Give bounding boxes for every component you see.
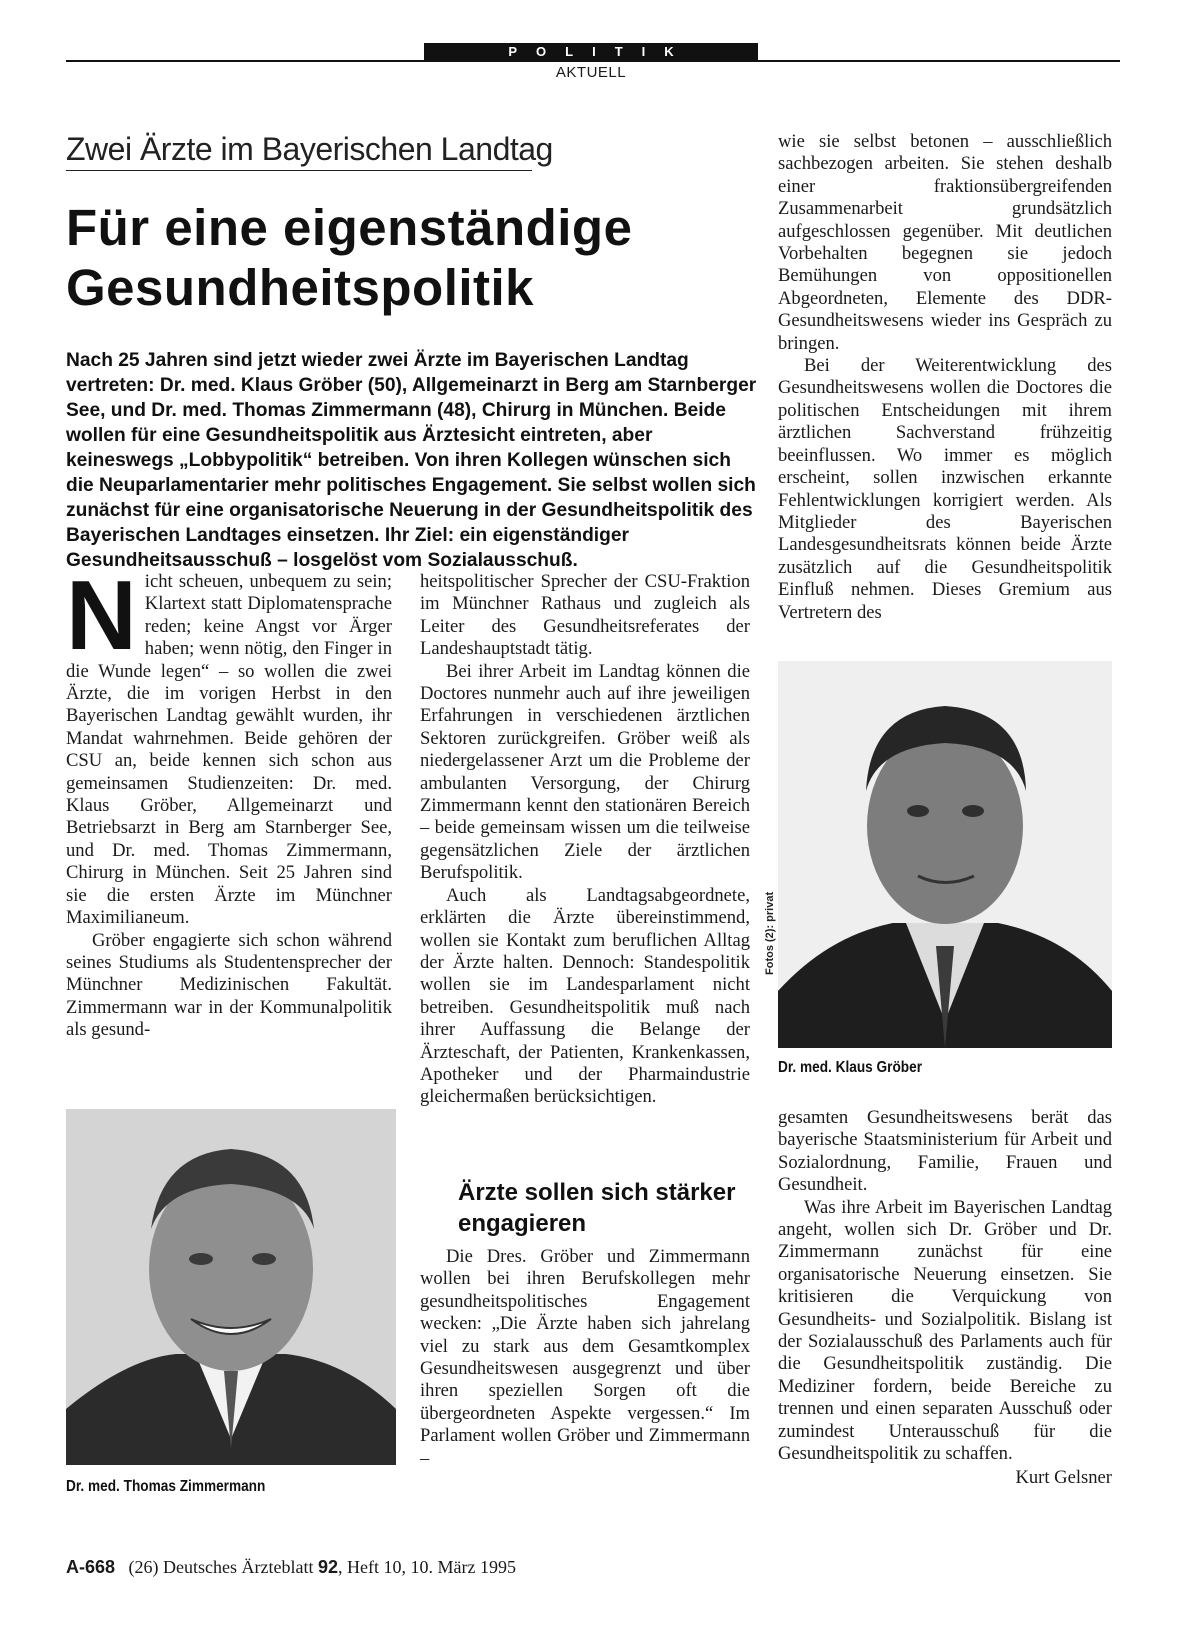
body-paragraph: Auch als Landtagsabgeordnete, erklärten die Ärzte übereinstimmend, wollen sie Kontakt zum beruflichen Alltag der Ärzte halten. Dennoch: Standespolitik wollen sie im Landesparlament nicht betreiben. Gesundheitspolitik muß nach ihrer Auffassung die Belange der Ärzteschaft, der Patienten, Krankenkassen, Apotheker und der Pharmaindustrie gleichermaßen berücksichtigen.	[420, 884, 750, 1108]
section-title: POLITIK	[508, 44, 693, 59]
body-paragraph: Die Dres. Gröber und Zimmermann wollen bei ihren Berufskollegen mehr gesundheitspolitisches Engagement wecken: „Die Ärzte haben sich jahrelang viel zu stark aus dem Gesamtkomplex Gesundheitswesen ausgegrenzt und über ihren speziellen Sorgen oft die übergeordneten Aspekte vergessen.“ Im Parlament wollen Gröber und Zimmermann –	[420, 1246, 750, 1469]
kicker-underline	[66, 170, 532, 171]
section-banner	[424, 43, 758, 60]
photo-credit: Fotos (2): privat	[764, 891, 776, 975]
article-column-3	[778, 131, 1112, 624]
volume-number: 92	[317, 1557, 338, 1577]
body-paragraph: icht scheuen, unbequem zu sein; Klartext statt Diplomatensprache reden; keine Angst vor Ärger haben; wenn nötig, den Finger in die Wunde legen“ – so wollen die zwei Ärzte, die im vorigen Herbst in den Bayerischen Landtag gewählt wurden, ihr Mandat wahrnehmen. Beide gehören der CSU an, beide kennen sich schon aus gemeinsamen Studienzeiten: Dr. med. Klaus Gröber, Allgemeinarzt und Betriebsarzt in Berg am Starnberger See, und Dr. med. Thomas Zimmermann, Chirurg in München. Seit 25 Jahren sind sie die ersten Ärzte im Münchner Maximilianeum.	[66, 571, 392, 929]
article-column-2	[420, 571, 750, 1109]
page-number: A-668	[66, 1557, 116, 1577]
article-column-2-continued	[420, 1246, 750, 1470]
author-signature: Kurt Gelsner	[1015, 1467, 1112, 1488]
portrait-image	[66, 1109, 396, 1465]
page-footer	[66, 1557, 516, 1578]
kicker: Zwei Ärzte im Bayerischen Landtag	[66, 131, 553, 167]
photo-thomas-zimmermann	[66, 1109, 396, 1465]
body-paragraph: gesamten Gesundheitswesens berät das bayerische Staatsministerium für Arbeit und Sozialordnung, Familie, Frauen und Gesundheit.	[778, 1107, 1112, 1196]
body-paragraph: Was ihre Arbeit im Bayerischen Landtag angeht, wollen sich Dr. Gröber und Dr. Zimmermann zunächst für eine organisatorische Neuerung einsetzen. Sie kritisieren die Verquickung von Gesundheits- und Sozialpolitik. Bislang ist der Sozialausschuß des Parlaments auch für die Gesundheitspolitik zuständig. Die Mediziner fordern, beide Bereiche zu trennen und einen separaten Ausschuß oder zumindest Unterausschuß für die Gesundheitspolitik zu schaffen.	[778, 1196, 1112, 1465]
header-rule	[66, 60, 1120, 62]
lead-paragraph: Nach 25 Jahren sind jetzt wieder zwei Ärzte im Bayerischen Landtag vertreten: Dr. med. Klaus Gröber (50), Allgemeinarzt in Berg am Starnberger See, und Dr. med. Thomas Zimmermann (48), Chirurg in München. Beide wollen für eine Gesundheitspolitik aus Ärztesicht eintreten, aber keineswegs „Lobbypolitik“ betreiben. Von ihren Kollegen wünschen sich die Neuparlamentarier mehr politisches Engagement. Sie selbst wollen sich zunächst für eine organisatorische Neuerung in der Gesundheitspolitik des Bayerischen Landtages einsetzen. Ihr Ziel: ein eigenständiger Gesundheitsausschuß – losgelöst vom Sozialausschuß.	[66, 350, 757, 571]
citation-prefix: (26) Deutsches Ärzteblatt	[128, 1557, 314, 1577]
drop-cap: N	[66, 560, 137, 670]
portrait-image	[778, 661, 1112, 1048]
photo-klaus-groeber	[778, 661, 1112, 1048]
body-paragraph: Bei ihrer Arbeit im Landtag können die Doctores nunmehr auch auf ihre jeweiligen Erfahrungen in verschiedenen ärztlichen Sektoren zurückgreifen. Gröber weiß als niedergelassener Arzt um die Probleme der ambulanten Versorgung, der Chirurg Zimmermann kennt den stationären Bereich – beide gemeinsam wissen um die teilweise gegensätzlichen Ziele der ärztlichen Berufspolitik.	[420, 660, 750, 884]
subsection-label: AKTUELL	[555, 64, 627, 81]
photo-caption: Dr. med. Klaus Gröber	[778, 1059, 923, 1076]
body-paragraph: wie sie selbst betonen – ausschließlich sachbezogen arbeiten. Sie stehen deshalb einer fraktionsübergreifenden Zusammenarbeit grundsätzlich aufgeschlossen gegenüber. Mit deutlichen Vorbehalten begegnen sie jedoch Bemühungen von oppositionellen Abgeordneten, Elemente des DDR-Gesundheitswesens wieder ins Gespräch zu bringen.	[778, 131, 1112, 354]
headline: Für eine eigenständige Gesundheitspolitik	[66, 199, 633, 316]
citation-suffix: , Heft 10, 10. März 1995	[338, 1557, 516, 1577]
body-paragraph: Gröber engagierte sich schon während seines Studiums als Studentensprecher der Münchner Medizinischen Fakultät. Zimmermann war in der Kommunalpolitik als gesund-	[66, 929, 392, 1041]
body-paragraph: heitspolitischer Sprecher der CSU-Fraktion im Münchner Rathaus und zugleich als Leiter des Gesundheitsreferates der Landeshauptstadt tätig.	[420, 571, 750, 660]
article-column-3-continued	[778, 1107, 1112, 1466]
subheading: Ärzte sollen sich stärker engagieren	[458, 1179, 736, 1237]
body-paragraph: Bei der Weiterentwicklung des Gesundheitswesens wollen die Doctores die politischen Entscheidungen mit ihrem ärztlichen Sachverstand frühzeitig beeinflussen. Wo immer es möglich erscheint, sollen inzwischen erkannte Fehlentwicklungen korrigiert werden. Als Mitglieder des Bayerischen Landesgesundheitsrats können beide Ärzte zusätzlich auf die Gesundheitspolitik Einfluß nehmen. Dieses Gremium aus Vertretern des	[778, 355, 1112, 623]
photo-caption: Dr. med. Thomas Zimmermann	[66, 1478, 266, 1495]
article-column-1	[66, 560, 392, 1042]
